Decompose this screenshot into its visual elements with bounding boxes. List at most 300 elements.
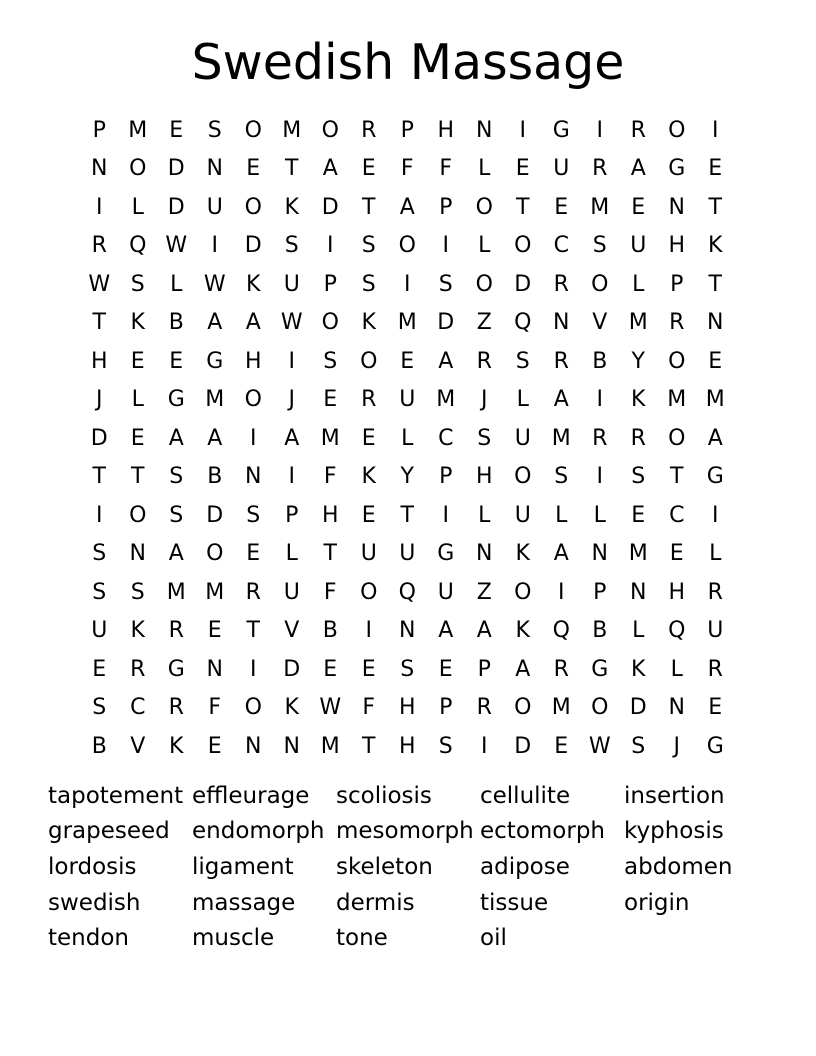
grid-letter: D: [167, 156, 185, 182]
grid-letter: K: [515, 618, 530, 644]
grid-letter: O: [668, 348, 686, 374]
grid-letter: I: [712, 117, 719, 143]
grid-letter: I: [558, 579, 565, 605]
grid-letter: L: [170, 271, 183, 297]
grid-letter: B: [322, 618, 338, 644]
word-list-item: muscle: [192, 925, 275, 952]
grid-letter: O: [321, 310, 339, 336]
grid-letter: O: [206, 541, 224, 567]
grid-letter: S: [130, 579, 145, 605]
grid-letter: U: [514, 425, 531, 451]
grid-letter: R: [630, 117, 646, 143]
grid-row: [80, 419, 735, 458]
grid-letter: F: [323, 464, 337, 490]
grid-row: [80, 458, 735, 497]
grid-letter: J: [96, 387, 103, 413]
grid-letter: C: [438, 425, 454, 451]
grid-letter: Y: [400, 464, 414, 490]
grid-row: [80, 573, 735, 612]
grid-letter: U: [437, 579, 454, 605]
word-list-item: lordosis: [48, 853, 137, 880]
grid-letter: R: [168, 618, 184, 644]
grid-letter: S: [438, 271, 453, 297]
word-list-item: grapeseed: [48, 818, 170, 845]
grid-letter: A: [207, 425, 223, 451]
grid-letter: U: [283, 579, 300, 605]
grid-letter: P: [593, 579, 607, 605]
grid-letter: Z: [476, 310, 492, 336]
grid-letter: L: [478, 156, 491, 182]
grid-row: [80, 304, 735, 343]
grid-letter: G: [167, 387, 185, 413]
grid-letter: V: [592, 310, 608, 336]
grid-letter: N: [668, 695, 685, 721]
word-list-item: tapotement: [48, 782, 184, 809]
grid-letter: D: [321, 194, 339, 220]
grid-letter: N: [399, 618, 416, 644]
grid-letter: E: [361, 425, 376, 451]
grid-letter: O: [591, 695, 609, 721]
word-list-item: kyphosis: [624, 818, 724, 845]
grid-row: [80, 188, 735, 227]
grid-letter: S: [400, 656, 415, 682]
grid-letter: W: [280, 310, 303, 336]
grid-letter: I: [250, 425, 257, 451]
grid-letter: P: [670, 271, 684, 297]
grid-letter: S: [169, 502, 184, 528]
grid-letter: N: [91, 156, 108, 182]
grid-letter: I: [596, 117, 603, 143]
grid-letter: R: [168, 695, 184, 721]
grid-letter: C: [669, 502, 685, 528]
grid-letter: M: [667, 387, 687, 413]
grid-letter: T: [362, 194, 376, 220]
grid-letter: M: [205, 387, 225, 413]
grid-letter: M: [551, 425, 571, 451]
grid-letter: A: [553, 541, 569, 567]
grid-row: [80, 342, 735, 381]
grid-letter: A: [553, 387, 569, 413]
grid-letter: U: [283, 271, 300, 297]
grid-letter: K: [130, 310, 145, 336]
grid-letter: A: [207, 310, 223, 336]
grid-letter: K: [284, 194, 299, 220]
grid-letter: I: [96, 194, 103, 220]
grid-letter: W: [588, 733, 611, 759]
grid-letter: S: [92, 579, 107, 605]
grid-letter: L: [285, 541, 298, 567]
letter-grid: [80, 111, 735, 766]
grid-letter: U: [399, 387, 416, 413]
grid-letter: W: [203, 271, 226, 297]
grid-letter: M: [320, 425, 340, 451]
word-list-item: swedish: [48, 889, 141, 916]
grid-letter: H: [668, 233, 686, 259]
grid-letter: B: [592, 348, 608, 374]
grid-row: [80, 612, 735, 651]
grid-letter: H: [244, 348, 262, 374]
grid-letter: S: [515, 348, 530, 374]
grid-letter: O: [321, 117, 339, 143]
grid-letter: S: [361, 233, 376, 259]
grid-letter: H: [398, 695, 416, 721]
grid-letter: L: [555, 502, 568, 528]
grid-letter: R: [707, 579, 723, 605]
grid-letter: G: [668, 156, 686, 182]
grid-letter: E: [708, 348, 723, 374]
grid-letter: F: [323, 579, 337, 605]
grid-row: [80, 496, 735, 535]
grid-letter: M: [551, 695, 571, 721]
grid-letter: R: [630, 425, 646, 451]
grid-letter: N: [707, 310, 724, 336]
grid-letter: O: [591, 271, 609, 297]
grid-letter: D: [206, 502, 224, 528]
grid-letter: T: [400, 502, 414, 528]
grid-letter: L: [478, 233, 491, 259]
grid-letter: I: [288, 464, 295, 490]
grid-letter: B: [168, 310, 184, 336]
word-list-item: skeleton: [336, 853, 433, 880]
grid-letter: M: [628, 310, 648, 336]
grid-letter: O: [244, 117, 262, 143]
grid-letter: G: [706, 464, 724, 490]
grid-letter: R: [361, 117, 377, 143]
grid-letter: B: [91, 733, 107, 759]
grid-letter: A: [322, 156, 338, 182]
grid-letter: I: [288, 348, 295, 374]
grid-letter: T: [516, 194, 530, 220]
grid-letter: I: [96, 502, 103, 528]
grid-letter: P: [285, 502, 299, 528]
grid-letter: L: [632, 271, 645, 297]
grid-letter: J: [481, 387, 488, 413]
grid-letter: O: [668, 425, 686, 451]
grid-letter: N: [476, 541, 493, 567]
grid-letter: C: [553, 233, 569, 259]
grid-letter: P: [439, 695, 453, 721]
grid-letter: M: [320, 733, 340, 759]
grid-letter: H: [90, 348, 108, 374]
grid-letter: K: [631, 656, 646, 682]
grid-letter: Y: [631, 348, 645, 374]
grid-letter: F: [439, 156, 453, 182]
grid-letter: L: [131, 387, 144, 413]
grid-letter: E: [361, 502, 376, 528]
grid-letter: R: [91, 233, 107, 259]
word-list-item: dermis: [336, 889, 415, 916]
grid-letter: H: [321, 502, 339, 528]
grid-letter: O: [475, 271, 493, 297]
grid-letter: D: [514, 271, 532, 297]
grid-letter: M: [590, 194, 610, 220]
grid-letter: A: [284, 425, 300, 451]
grid-letter: O: [514, 233, 532, 259]
grid-letter: N: [591, 541, 608, 567]
grid-letter: W: [165, 233, 188, 259]
grid-row: [80, 111, 735, 150]
grid-letter: L: [670, 656, 683, 682]
grid-letter: S: [246, 502, 261, 528]
grid-letter: P: [439, 464, 453, 490]
grid-letter: M: [628, 541, 648, 567]
grid-letter: T: [708, 194, 722, 220]
word-list-item: endomorph: [192, 818, 325, 845]
grid-letter: K: [631, 387, 646, 413]
grid-letter: E: [169, 348, 184, 374]
grid-letter: I: [365, 618, 372, 644]
grid-letter: K: [169, 733, 184, 759]
grid-letter: P: [477, 656, 491, 682]
grid-letter: F: [362, 695, 376, 721]
grid-letter: E: [708, 695, 723, 721]
word-list-item: ectomorph: [480, 818, 605, 845]
grid-letter: P: [439, 194, 453, 220]
grid-letter: L: [516, 387, 529, 413]
grid-letter: B: [592, 618, 608, 644]
grid-letter: T: [92, 464, 106, 490]
grid-letter: E: [92, 656, 107, 682]
grid-letter: D: [167, 194, 185, 220]
grid-letter: U: [399, 541, 416, 567]
grid-letter: R: [245, 579, 261, 605]
grid-letter: I: [442, 502, 449, 528]
grid-row: [80, 689, 735, 728]
grid-letter: H: [475, 464, 493, 490]
grid-letter: R: [476, 695, 492, 721]
grid-letter: S: [631, 464, 646, 490]
grid-letter: M: [436, 387, 456, 413]
grid-letter: O: [514, 579, 532, 605]
grid-letter: E: [631, 194, 646, 220]
grid-letter: G: [706, 733, 724, 759]
grid-letter: A: [168, 425, 184, 451]
grid-letter: O: [129, 156, 147, 182]
grid-letter: K: [284, 695, 299, 721]
grid-letter: U: [707, 618, 724, 644]
grid-letter: E: [708, 156, 723, 182]
grid-letter: T: [362, 733, 376, 759]
grid-letter: G: [552, 117, 570, 143]
grid-letter: A: [399, 194, 415, 220]
grid-letter: O: [360, 579, 378, 605]
grid-letter: E: [130, 425, 145, 451]
grid-letter: Z: [476, 579, 492, 605]
grid-letter: A: [476, 618, 492, 644]
grid-letter: S: [169, 464, 184, 490]
grid-letter: L: [709, 541, 722, 567]
grid-letter: N: [245, 733, 262, 759]
grid-letter: N: [630, 579, 647, 605]
grid-letter: A: [168, 541, 184, 567]
grid-letter: U: [553, 156, 570, 182]
grid-letter: H: [437, 117, 455, 143]
grid-letter: U: [360, 541, 377, 567]
grid-letter: U: [206, 194, 223, 220]
grid-letter: R: [707, 656, 723, 682]
grid-letter: I: [481, 733, 488, 759]
grid-letter: U: [91, 618, 108, 644]
grid-letter: D: [437, 310, 455, 336]
grid-letter: O: [244, 695, 262, 721]
grid-letter: S: [323, 348, 338, 374]
grid-letter: E: [323, 387, 338, 413]
grid-letter: S: [92, 695, 107, 721]
grid-letter: E: [400, 348, 415, 374]
grid-letter: G: [437, 541, 455, 567]
page-title: Swedish Massage: [191, 34, 625, 91]
grid-letter: D: [283, 656, 301, 682]
word-list-item: cellulite: [480, 782, 571, 809]
grid-letter: G: [167, 656, 185, 682]
word-list-item: insertion: [624, 782, 725, 809]
grid-letter: W: [88, 271, 111, 297]
grid-letter: H: [398, 733, 416, 759]
word-list-item: tone: [336, 925, 388, 952]
grid-letter: W: [319, 695, 342, 721]
grid-letter: M: [205, 579, 225, 605]
grid-letter: A: [630, 156, 646, 182]
grid-letter: E: [554, 733, 569, 759]
word-list-item: origin: [624, 889, 690, 916]
grid-letter: M: [282, 117, 302, 143]
grid-letter: G: [591, 656, 609, 682]
word-list-item: effleurage: [192, 782, 310, 809]
grid-letter: A: [245, 310, 261, 336]
grid-letter: O: [475, 194, 493, 220]
word-list-item: adipose: [480, 853, 570, 880]
grid-letter: P: [92, 117, 106, 143]
grid-letter: I: [596, 464, 603, 490]
grid-letter: S: [554, 464, 569, 490]
grid-letter: S: [631, 733, 646, 759]
grid-letter: O: [244, 387, 262, 413]
grid-letter: A: [438, 348, 454, 374]
grid-letter: A: [707, 425, 723, 451]
grid-letter: C: [130, 695, 146, 721]
grid-letter: F: [208, 695, 222, 721]
grid-letter: I: [596, 387, 603, 413]
grid-letter: Q: [514, 310, 532, 336]
grid-letter: N: [283, 733, 300, 759]
grid-letter: R: [592, 425, 608, 451]
grid-letter: N: [476, 117, 493, 143]
grid-letter: O: [668, 117, 686, 143]
grid-letter: E: [669, 541, 684, 567]
grid-letter: E: [323, 656, 338, 682]
grid-letter: T: [708, 271, 722, 297]
grid-letter: M: [705, 387, 725, 413]
grid-letter: D: [629, 695, 647, 721]
grid-letter: S: [207, 117, 222, 143]
grid-letter: R: [592, 156, 608, 182]
grid-letter: P: [400, 117, 414, 143]
grid-letter: T: [131, 464, 145, 490]
grid-letter: S: [284, 233, 299, 259]
grid-letter: S: [438, 733, 453, 759]
grid-letter: O: [398, 233, 416, 259]
grid-letter: I: [327, 233, 334, 259]
grid-letter: I: [442, 233, 449, 259]
grid-letter: I: [712, 502, 719, 528]
grid-letter: R: [476, 348, 492, 374]
word-list-item: scoliosis: [336, 782, 432, 809]
grid-letter: I: [519, 117, 526, 143]
grid-letter: R: [361, 387, 377, 413]
grid-letter: Q: [129, 233, 147, 259]
grid-letter: D: [244, 233, 262, 259]
grid-letter: K: [361, 310, 376, 336]
grid-letter: S: [92, 541, 107, 567]
grid-letter: I: [404, 271, 411, 297]
grid-letter: E: [246, 156, 261, 182]
grid-letter: B: [207, 464, 223, 490]
grid-row: [80, 265, 735, 304]
grid-letter: O: [360, 348, 378, 374]
grid-letter: I: [250, 656, 257, 682]
grid-letter: L: [401, 425, 414, 451]
grid-letter: V: [130, 733, 146, 759]
grid-letter: J: [673, 733, 680, 759]
grid-letter: S: [477, 425, 492, 451]
word-list-item: abdomen: [624, 853, 733, 880]
word-list-item: mesomorph: [336, 818, 474, 845]
grid-letter: R: [553, 656, 569, 682]
grid-letter: T: [670, 464, 684, 490]
grid-letter: E: [554, 194, 569, 220]
grid-letter: R: [553, 348, 569, 374]
grid-letter: N: [206, 156, 223, 182]
grid-letter: K: [130, 618, 145, 644]
grid-letter: N: [668, 194, 685, 220]
grid-row: [80, 535, 735, 574]
grid-letter: N: [553, 310, 570, 336]
grid-letter: L: [478, 502, 491, 528]
grid-letter: L: [593, 502, 606, 528]
grid-letter: O: [244, 194, 262, 220]
grid-letter: E: [130, 348, 145, 374]
grid-letter: T: [285, 156, 299, 182]
grid-letter: N: [206, 656, 223, 682]
grid-letter: J: [288, 387, 295, 413]
grid-letter: E: [631, 502, 646, 528]
grid-letter: K: [515, 541, 530, 567]
grid-letter: H: [668, 579, 686, 605]
grid-row: [80, 650, 735, 689]
word-list-item: oil: [480, 925, 507, 952]
grid-letter: Q: [668, 618, 686, 644]
grid-letter: U: [514, 502, 531, 528]
grid-letter: L: [632, 618, 645, 644]
grid-letter: G: [206, 348, 224, 374]
grid-letter: E: [207, 618, 222, 644]
grid-row: [80, 150, 735, 189]
grid-letter: A: [438, 618, 454, 644]
grid-letter: E: [515, 156, 530, 182]
word-list-item: massage: [192, 889, 296, 916]
grid-letter: D: [90, 425, 108, 451]
grid-letter: E: [438, 656, 453, 682]
grid-letter: P: [323, 271, 337, 297]
grid-letter: K: [246, 271, 261, 297]
grid-letter: M: [128, 117, 148, 143]
grid-letter: T: [92, 310, 106, 336]
grid-letter: A: [515, 656, 531, 682]
grid-letter: R: [130, 656, 146, 682]
grid-letter: R: [553, 271, 569, 297]
grid-row: [80, 727, 735, 766]
grid-letter: S: [130, 271, 145, 297]
